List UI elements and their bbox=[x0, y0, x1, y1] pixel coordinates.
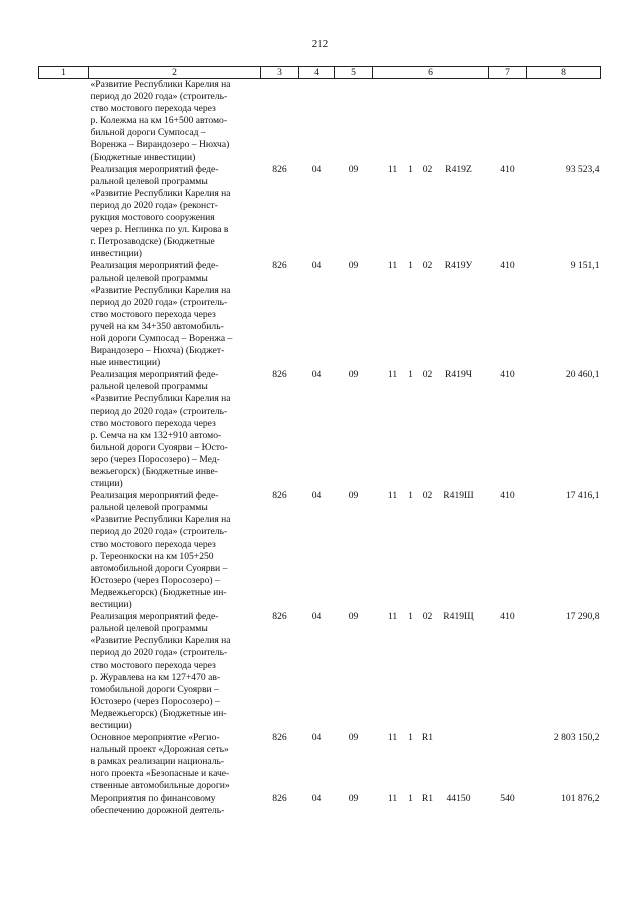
program-code: 11 bbox=[387, 490, 398, 502]
subprogram-code: 1 bbox=[408, 732, 413, 744]
col-1-cell bbox=[39, 793, 89, 817]
direction-code: 44150 bbox=[446, 792, 471, 804]
subsection-code: 09 bbox=[348, 611, 359, 623]
header-row bbox=[39, 67, 601, 79]
description-text: «Развитие Республики Карелия на период до 2020 года» (строитель- ство мостового перехода через р. Колежма на км 16+500 автомо- бильной дороги Сумпосад – Воренжа – Вирандозеро – Нюхча) (Бюджетные инвестиции) bbox=[90, 79, 231, 163]
header-col-7: 7 bbox=[489, 67, 527, 79]
target-article-cell bbox=[373, 164, 489, 261]
header-col-8: 8 bbox=[527, 67, 601, 79]
header-col-6: 6 bbox=[373, 67, 489, 79]
amount: 101 876,2 bbox=[561, 792, 600, 804]
section-code: 04 bbox=[311, 490, 322, 502]
expense-type-code: 410 bbox=[500, 163, 515, 175]
header-col-5: 5 bbox=[335, 67, 373, 79]
program-code: 11 bbox=[387, 732, 398, 744]
header-col-1: 1 bbox=[39, 67, 89, 79]
description-text: Основное мероприятие «Регио- нальный проект «Дорожная сеть» в рамках реализации националь- ного проекта «Безопасные и каче- ственные автомобильные дороги» bbox=[90, 732, 230, 792]
description-text: Реализация мероприятий феде- ральной целевой программы «Развитие Республики Карелия на период до 2020 года» (строитель- ство мостового перехода через р. Журавлева на км 127+470 ав- томобильной дороги Суоярви – Юстозеро (через Поросозеро) – Медвежьегорск) (Бюджетные ин- вестиции) bbox=[90, 611, 231, 731]
budget-table bbox=[38, 66, 601, 817]
section-code: 04 bbox=[311, 732, 322, 744]
event-code: 02 bbox=[422, 163, 433, 175]
ministry-code: 826 bbox=[272, 792, 287, 804]
ministry-code: 826 bbox=[272, 611, 287, 623]
section-code: 04 bbox=[311, 611, 322, 623]
ministry-code: 826 bbox=[272, 260, 287, 272]
amount bbox=[527, 79, 601, 164]
subsection-code: 09 bbox=[348, 732, 359, 744]
subprogram-code: 1 bbox=[408, 611, 413, 623]
target-article-cell bbox=[373, 490, 489, 611]
subprogram-code: 1 bbox=[408, 369, 413, 381]
col-1-cell bbox=[39, 490, 89, 611]
expense-type-code: 410 bbox=[500, 490, 515, 502]
header-col-3: 3 bbox=[261, 67, 299, 79]
description-cell bbox=[89, 793, 261, 817]
program-code: 11 bbox=[387, 163, 398, 175]
table-body bbox=[39, 79, 601, 817]
description-text: Реализация мероприятий феде- ральной целевой программы «Развитие Республики Карелия на период до 2020 года» (строитель- ство мостового перехода через ручей на км 34+350 автомобиль- ной дороги Сумпосад – Воренжа – Вирандозеро – Нюхча) (Бюджет- ные инвестиции) bbox=[90, 260, 233, 369]
target-article-cell bbox=[373, 732, 489, 792]
ministry-code: 826 bbox=[272, 732, 287, 744]
event-code: R1 bbox=[421, 732, 434, 744]
section-code: 04 bbox=[311, 369, 322, 381]
target-article-cell bbox=[373, 611, 489, 732]
event-code: 02 bbox=[422, 490, 433, 502]
direction-code: R419Ш bbox=[443, 490, 474, 502]
amount: 17 290,8 bbox=[565, 611, 600, 623]
subsection-code: 09 bbox=[348, 260, 359, 272]
expense-type-code: 540 bbox=[500, 792, 515, 804]
event-code: 02 bbox=[422, 260, 433, 272]
col-1-cell bbox=[39, 164, 89, 261]
ministry-code: 826 bbox=[272, 490, 287, 502]
amount: 20 460,1 bbox=[565, 369, 600, 381]
target-article-cell bbox=[373, 260, 489, 369]
expense-type-code: 410 bbox=[500, 260, 515, 272]
expense-type-code bbox=[489, 79, 527, 164]
col-1-cell bbox=[39, 260, 89, 369]
page-number: 212 bbox=[311, 38, 329, 50]
col-1-cell bbox=[39, 732, 89, 792]
ministry-code: 826 bbox=[272, 163, 287, 175]
header-col-4: 4 bbox=[299, 67, 335, 79]
description-cell bbox=[89, 732, 261, 792]
amount: 9 151,1 bbox=[570, 260, 600, 272]
table-row bbox=[39, 793, 601, 817]
direction-code: R419Щ bbox=[443, 611, 474, 623]
subprogram-code: 1 bbox=[408, 163, 413, 175]
description-text: Мероприятия по финансовому обеспечению дорожной деятель- bbox=[90, 792, 225, 816]
section-code: 04 bbox=[311, 792, 322, 804]
target-article-cell bbox=[373, 793, 489, 817]
amount: 93 523,4 bbox=[565, 163, 600, 175]
description-cell bbox=[89, 79, 261, 164]
ministry-code bbox=[261, 79, 299, 164]
event-code: R1 bbox=[421, 792, 434, 804]
description-text: Реализация мероприятий феде- ральной целевой программы «Развитие Республики Карелия на период до 2020 года» (реконст- рукция мостового сооружения через р. Неглинка по ул. Кирова в г. Петрозаводске) (Бюджетные инвестиции) bbox=[90, 163, 231, 260]
subsection-code: 09 bbox=[348, 163, 359, 175]
program-code: 11 bbox=[387, 611, 398, 623]
col-1-cell bbox=[39, 611, 89, 732]
subsection-code: 09 bbox=[348, 369, 359, 381]
program-code: 11 bbox=[387, 369, 398, 381]
description-cell bbox=[89, 369, 261, 490]
amount: 17 416,1 bbox=[565, 490, 600, 502]
description-text: Реализация мероприятий феде- ральной целевой программы «Развитие Республики Карелия на период до 2020 года» (строитель- ство мостового перехода через р. Семча на км 132+910 автомо- бильной дороги Суоярви – Юсто- зеро (через Поросозеро) – Мед- вежьегорск) (Бюджетные инве- стиции) bbox=[90, 369, 231, 490]
subprogram-code: 1 bbox=[408, 260, 413, 272]
subprogram-code: 1 bbox=[408, 792, 413, 804]
table-row bbox=[39, 369, 601, 490]
subprogram-code: 1 bbox=[408, 490, 413, 502]
expense-type-code bbox=[489, 732, 527, 792]
direction-code: R419Z bbox=[445, 163, 472, 175]
ministry-code: 826 bbox=[272, 369, 287, 381]
table-row bbox=[39, 79, 601, 164]
table-row bbox=[39, 164, 601, 261]
col-1-cell bbox=[39, 79, 89, 164]
table-row bbox=[39, 260, 601, 369]
expense-type-code: 410 bbox=[500, 611, 515, 623]
program-code: 11 bbox=[387, 260, 398, 272]
header-col-2: 2 bbox=[89, 67, 261, 79]
amount: 2 803 150,2 bbox=[553, 732, 600, 744]
section-code: 04 bbox=[311, 163, 322, 175]
program-code: 11 bbox=[387, 792, 398, 804]
subsection-code bbox=[335, 79, 373, 164]
direction-code: R419У bbox=[444, 260, 473, 272]
subsection-code: 09 bbox=[348, 792, 359, 804]
target-article-cell bbox=[373, 79, 489, 164]
expense-type-code: 410 bbox=[500, 369, 515, 381]
col-1-cell bbox=[39, 369, 89, 490]
target-article-cell bbox=[373, 369, 489, 490]
description-cell bbox=[89, 490, 261, 611]
description-cell bbox=[89, 260, 261, 369]
subsection-code: 09 bbox=[348, 490, 359, 502]
event-code: 02 bbox=[422, 611, 433, 623]
description-cell bbox=[89, 611, 261, 732]
description-text: Реализация мероприятий феде- ральной целевой программы «Развитие Республики Карелия на период до 2020 года» (строитель- ство мостового перехода через р. Тереонкоски на км 105+250 автомобильной дороги Суоярви – Юстозеро (через Поросозеро) – Медвежьегорск) (Бюджетные ин- вестиции) bbox=[90, 490, 231, 611]
direction-code: R419Ч bbox=[444, 369, 473, 381]
description-cell bbox=[89, 164, 261, 261]
table-row bbox=[39, 490, 601, 611]
section-code bbox=[299, 79, 335, 164]
table-row bbox=[39, 732, 601, 792]
event-code: 02 bbox=[422, 369, 433, 381]
table-row bbox=[39, 611, 601, 732]
section-code: 04 bbox=[311, 260, 322, 272]
